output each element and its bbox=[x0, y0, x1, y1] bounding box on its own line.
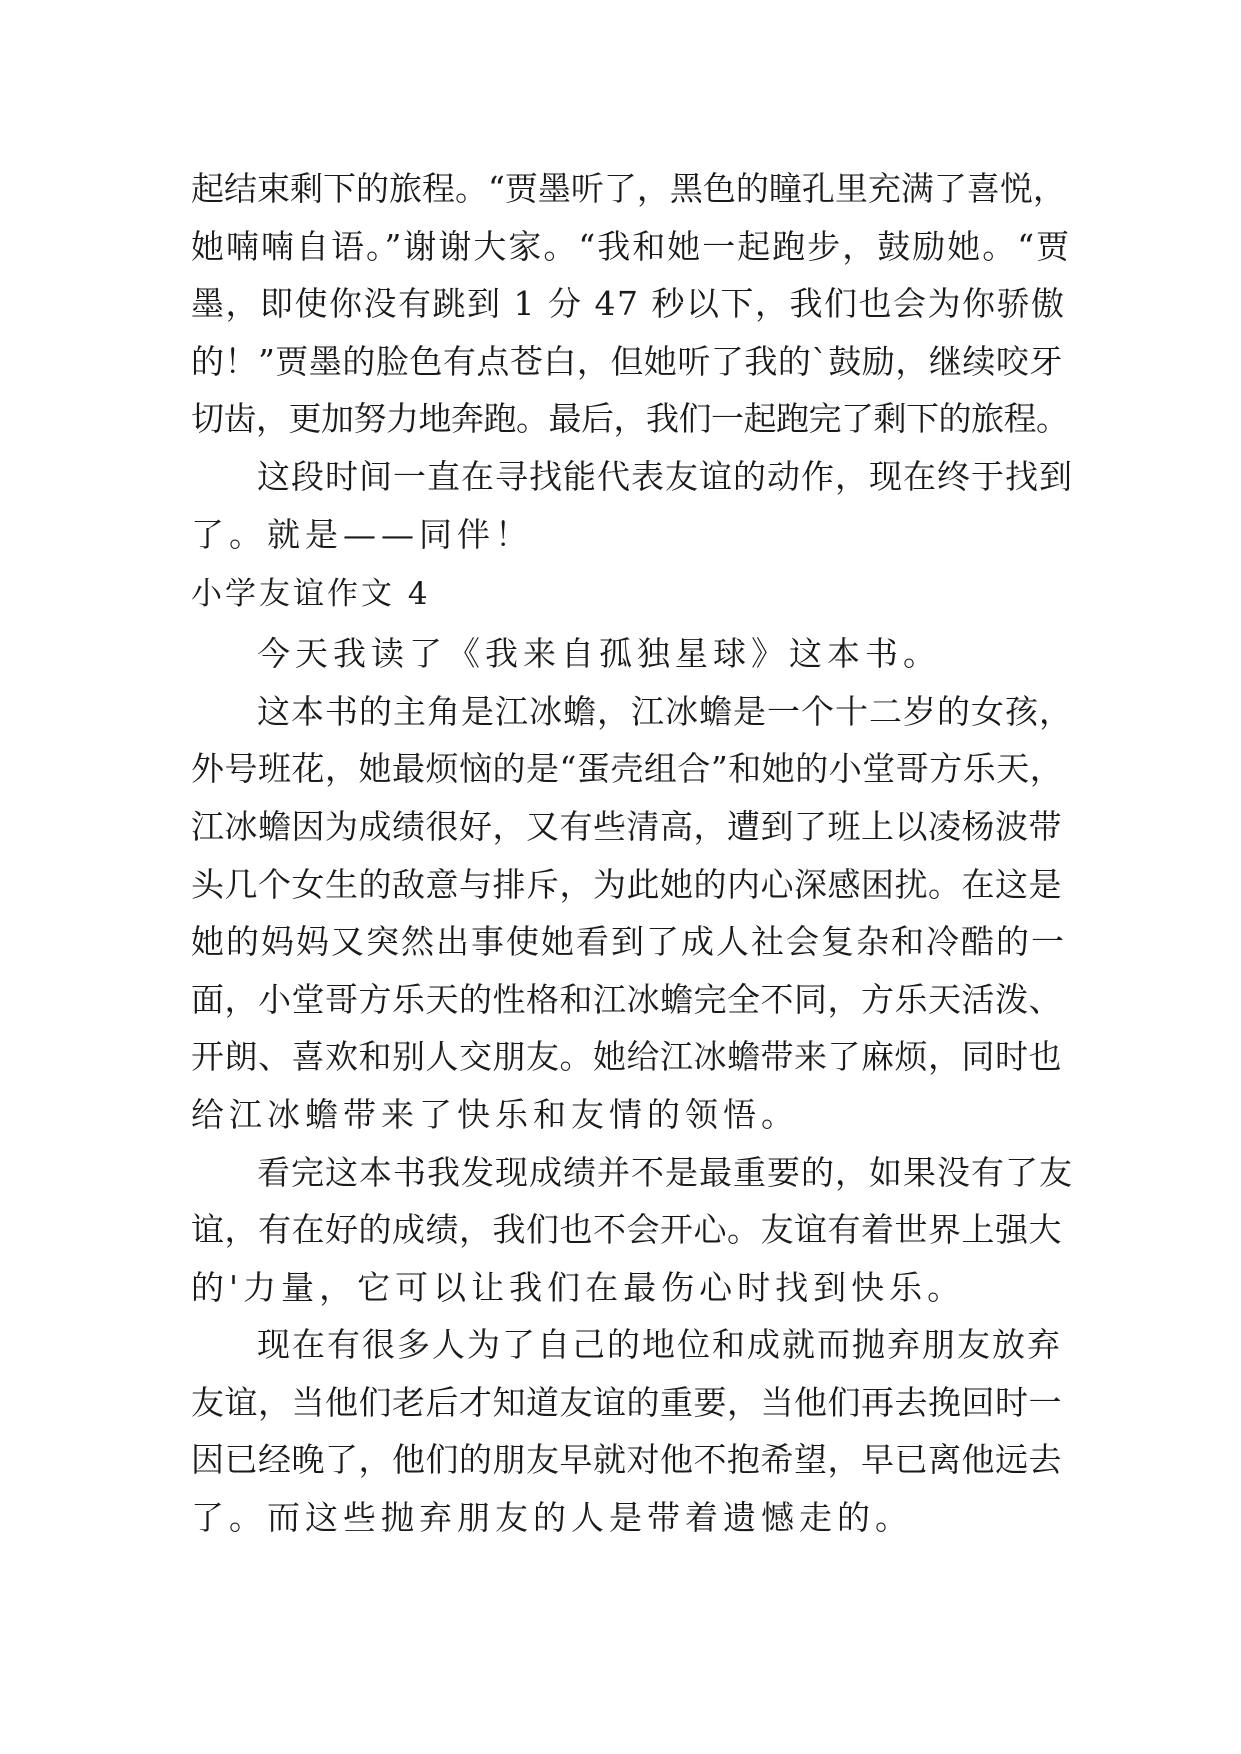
text-line: 她的妈妈又突然出事使她看到了成人社会复杂和冷酷的一 bbox=[191, 922, 1066, 962]
text-line: 切齿，更加努力地奔跑。最后，我们一起跑完了剩下的旅程。 bbox=[191, 399, 1069, 439]
text-line: 因已经晚了，他们的朋友早就对他不抱希望，早已离他远去 bbox=[191, 1440, 1062, 1480]
text-line: 了。就是——同伴！ bbox=[191, 514, 533, 554]
text-line: 现在有很多人为了自己的地位和成就而抛弃朋友放弃 bbox=[257, 1325, 1062, 1365]
text-line: 头几个女生的敌意与排斥，为此她的内心深感困扰。在这是 bbox=[191, 864, 1062, 904]
section-heading: 小学友谊作文 4 bbox=[191, 576, 431, 613]
text-line: 她喃喃自语。”谢谢大家。“我和她一起跑步，鼓励她。“贾 bbox=[191, 226, 1072, 266]
text-line: 这本书的主角是江冰蟾，江冰蟾是一个十二岁的女孩， bbox=[257, 691, 1073, 731]
paragraph bbox=[191, 1316, 1071, 1546]
paragraph bbox=[191, 1144, 1071, 1317]
paragraph bbox=[191, 683, 1071, 1144]
text-line: 墨，即使你没有跳到 1 分 47 秒以下，我们也会为你骄傲 bbox=[191, 284, 1066, 324]
text-line: 这段时间一直在寻找能代表友谊的动作，现在终于找到 bbox=[257, 456, 1073, 496]
paragraph bbox=[191, 625, 1071, 683]
paragraph bbox=[191, 448, 1071, 563]
document-page bbox=[191, 160, 1071, 1547]
text-line: 给江冰蟾带来了快乐和友情的领悟。 bbox=[191, 1094, 799, 1134]
text-line: 的！”贾墨的脸色有点苍白，但她听了我的`鼓励，继续咬牙 bbox=[191, 341, 1063, 381]
text-line: 的'力量，它可以让我们在最伤心时找到快乐。 bbox=[191, 1267, 966, 1307]
text-line: 开朗、喜欢和别人交朋友。她给江冰蟾带来了麻烦，同时也 bbox=[191, 1037, 1062, 1077]
text-line: 友谊，当他们老后才知道友谊的重要，当他们再去挽回时一 bbox=[191, 1382, 1062, 1422]
text-line: 今天我读了《我来自孤独星球》这本书。 bbox=[257, 634, 941, 674]
text-line: 了。而这些抛弃朋友的人是带着遗憾走的。 bbox=[191, 1498, 913, 1538]
text-line: 谊，有在好的成绩，我们也不会开心。友谊有着世界上强大 bbox=[191, 1210, 1062, 1250]
paragraph bbox=[191, 160, 1071, 448]
text-line: 江冰蟾因为成绩很好，又有些清高，遭到了班上以凌杨波带 bbox=[191, 806, 1062, 846]
text-line: 起结束剩下的旅程。“贾墨听了，黑色的瞳孔里充满了喜悦， bbox=[191, 169, 1066, 208]
text-line: 外号班花，她最烦恼的是“蛋壳组合”和她的小堂哥方乐天， bbox=[191, 749, 1064, 789]
text-line: 面，小堂哥方乐天的性格和江冰蟾完全不同，方乐天活泼、 bbox=[191, 979, 1062, 1019]
text-line: 看完这本书我发现成绩并不是最重要的，如果没有了友 bbox=[257, 1152, 1073, 1192]
